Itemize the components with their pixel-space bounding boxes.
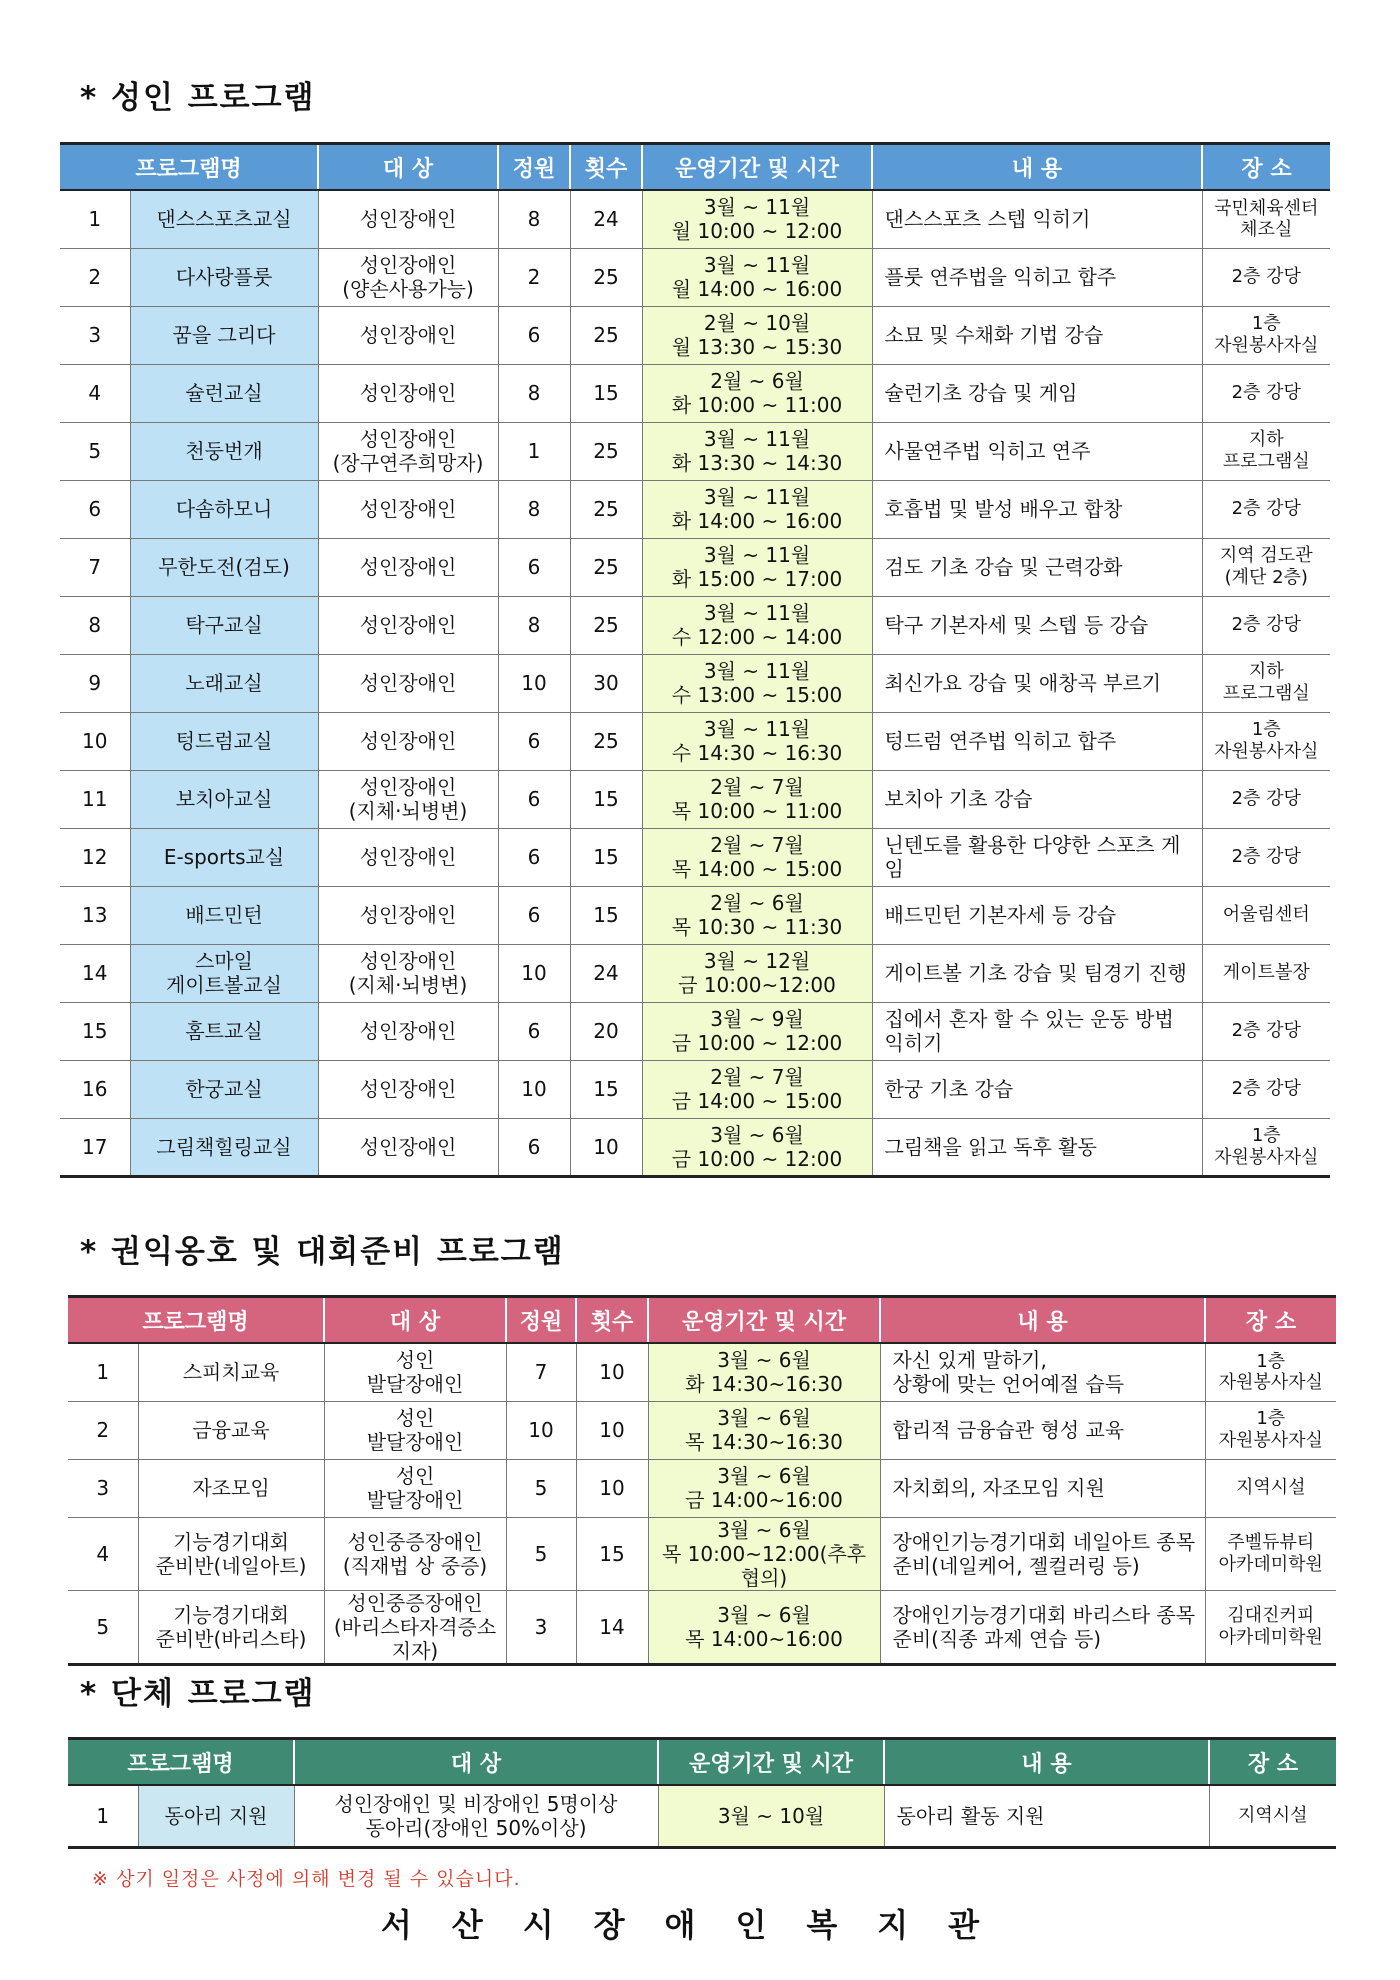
row-number: 15: [60, 1002, 130, 1060]
header-content: 내 용: [872, 144, 1202, 191]
adult-table-header: [60, 144, 1330, 191]
table-row: [60, 654, 1330, 712]
row-number: 10: [60, 712, 130, 770]
content-cell: 슐런기초 강습 및 게임: [872, 364, 1202, 422]
table-row: [68, 1343, 1336, 1401]
count-cell: 30: [570, 654, 642, 712]
row-number: 14: [60, 944, 130, 1002]
header-period: 운영기간 및 시간: [648, 1297, 880, 1344]
target-cell: 성인장애인: [318, 364, 498, 422]
program-name: E-sports교실: [130, 828, 318, 886]
row-number: 8: [60, 596, 130, 654]
count-cell: 25: [570, 596, 642, 654]
row-number: 3: [68, 1459, 138, 1517]
count-cell: 15: [570, 364, 642, 422]
period-cell: 3월 ~ 11월 수 14:30 ~ 16:30: [642, 712, 872, 770]
period-cell: 3월 ~ 11월 수 13:00 ~ 15:00: [642, 654, 872, 712]
program-name: 텅드럼교실: [130, 712, 318, 770]
target-cell: 성인장애인: [318, 654, 498, 712]
content-cell: 그림책을 읽고 독후 활동: [872, 1118, 1202, 1176]
count-cell: 14: [576, 1590, 648, 1664]
program-name: 꿈을 그리다: [130, 306, 318, 364]
row-number: 16: [60, 1060, 130, 1118]
count-cell: 20: [570, 1002, 642, 1060]
content-cell: 댄스스포츠 스텝 익히기: [872, 190, 1202, 248]
header-period: 운영기간 및 시간: [642, 144, 872, 191]
count-cell: 24: [570, 190, 642, 248]
program-name: 홈트교실: [130, 1002, 318, 1060]
table-row: [60, 712, 1330, 770]
capacity-cell: 1: [498, 422, 570, 480]
period-cell: 3월 ~ 6월 목 10:00~12:00(추후협의): [648, 1517, 880, 1590]
period-cell: 3월 ~ 9월 금 10:00 ~ 12:00: [642, 1002, 872, 1060]
row-number: 11: [60, 770, 130, 828]
row-number: 17: [82, 1134, 108, 1159]
period-cell: 3월 ~ 12월 금 10:00~12:00: [642, 944, 872, 1002]
target-cell: 성인중증장애인 (바리스타자격증소지자): [324, 1590, 506, 1664]
program-name: 무한도전(검도): [130, 538, 318, 596]
target-cell: 성인 발달장애인: [324, 1401, 506, 1459]
period-cell: 2월 ~ 6월 화 10:00 ~ 11:00: [642, 364, 872, 422]
period-cell: 3월 ~ 10월: [658, 1785, 884, 1847]
row-number: 2: [68, 1401, 138, 1459]
place-cell: 1층 자원봉사자실: [1202, 306, 1330, 364]
content-cell: 게이트볼 기초 강습 및 팀경기 진행: [872, 944, 1202, 1002]
place-cell: 2층 강당: [1202, 480, 1330, 538]
period-cell: 3월 ~ 6월 목 14:00~16:00: [648, 1590, 880, 1664]
content-cell: 동아리 활동 지원: [884, 1785, 1209, 1847]
program-name: 다솜하모니: [130, 480, 318, 538]
rights-section-title: * 권익옹호 및 대회준비 프로그램: [80, 1234, 565, 1270]
content-cell: 텅드럼 연주법 익히고 합주: [872, 712, 1202, 770]
count-cell: 25: [570, 538, 642, 596]
header-period: 운영기간 및 시간: [658, 1739, 884, 1786]
target-cell: 성인장애인 (지체·뇌병변): [318, 944, 498, 1002]
target-cell: 성인중증장애인 (직재법 상 중증): [324, 1517, 506, 1590]
table-row: [60, 1118, 1330, 1176]
place-cell: 2층 강당: [1202, 1060, 1330, 1118]
schedule-change-notice: ※ 상기 일정은 사정에 의해 변경 될 수 있습니다.: [92, 1868, 521, 1890]
program-name: 배드민턴: [130, 886, 318, 944]
adult-program-table: [60, 142, 1330, 1178]
content-cell: 보치아 기초 강습: [872, 770, 1202, 828]
period-cell: 3월 ~ 6월 목 14:30~16:30: [648, 1401, 880, 1459]
table-row: [68, 1517, 1336, 1590]
table-row: [60, 306, 1330, 364]
place-cell: 2층 강당: [1202, 770, 1330, 828]
place-cell: 지하 프로그램실: [1202, 654, 1330, 712]
table-row: [60, 886, 1330, 944]
count-cell: 25: [570, 422, 642, 480]
period-cell: 2월 ~ 7월 금 14:00 ~ 15:00: [642, 1060, 872, 1118]
row-number: 4: [60, 364, 130, 422]
table-row: [60, 364, 1330, 422]
count-cell: 15: [570, 828, 642, 886]
place-cell: 2층 강당: [1202, 364, 1330, 422]
capacity-cell: 6: [498, 886, 570, 944]
table-row: [60, 770, 1330, 828]
place-cell: 지역시설: [1209, 1785, 1336, 1847]
content-cell: 사물연주법 익히고 연주: [872, 422, 1202, 480]
target-cell: 성인장애인: [318, 712, 498, 770]
header-program-name: 프로그램명: [60, 144, 318, 191]
capacity-cell: 3: [506, 1590, 576, 1664]
program-name: 한궁교실: [130, 1060, 318, 1118]
program-name: 댄스스포츠교실: [130, 190, 318, 248]
table-row: [60, 422, 1330, 480]
row-number: 1: [96, 1803, 110, 1828]
place-cell: 1층 자원봉사자실: [1202, 712, 1330, 770]
program-name: 자조모임: [138, 1459, 324, 1517]
place-cell: 2층 강당: [1202, 248, 1330, 306]
capacity-cell: 2: [498, 248, 570, 306]
table-row: [60, 248, 1330, 306]
organization-name: 서산시장애인복지관: [380, 1906, 1020, 1944]
target-cell: 성인장애인: [318, 1118, 498, 1176]
target-cell: 성인장애인 (장구연주희망자): [318, 422, 498, 480]
capacity-cell: 6: [498, 538, 570, 596]
row-number: 4: [68, 1517, 138, 1590]
place-cell: 주벨듀뷰티 아카데미학원: [1205, 1517, 1336, 1590]
period-cell: 3월 ~ 11월 화 13:30 ~ 14:30: [642, 422, 872, 480]
target-cell: 성인장애인 (지체·뇌병변): [318, 770, 498, 828]
program-name: 천둥번개: [130, 422, 318, 480]
row-number: 13: [60, 886, 130, 944]
period-cell: 3월 ~ 11월 월 14:00 ~ 16:00: [642, 248, 872, 306]
table-row: [68, 1785, 1336, 1847]
period-cell: 3월 ~ 11월 화 15:00 ~ 17:00: [642, 538, 872, 596]
table-row: [68, 1459, 1336, 1517]
row-number: 1: [60, 190, 130, 248]
content-cell: 최신가요 강습 및 애창곡 부르기: [872, 654, 1202, 712]
content-cell: 검도 기초 강습 및 근력강화: [872, 538, 1202, 596]
target-cell: 성인 발달장애인: [324, 1343, 506, 1401]
header-program-name: 프로그램명: [68, 1739, 294, 1786]
capacity-cell: 8: [498, 480, 570, 538]
row-number: 3: [60, 306, 130, 364]
period-cell: 3월 ~ 11월 월 10:00 ~ 12:00: [642, 190, 872, 248]
group-table-header: [68, 1739, 1336, 1786]
content-cell: 소묘 및 수채화 기법 강습: [872, 306, 1202, 364]
rights-program-table: [68, 1295, 1336, 1666]
table-row: [60, 1002, 1330, 1060]
target-cell: 성인장애인: [318, 596, 498, 654]
capacity-cell: 6: [498, 770, 570, 828]
header-place: 장 소: [1209, 1739, 1336, 1786]
content-cell: 장애인기능경기대회 네일아트 종목 준비(네일케어, 젤컬러링 등): [880, 1517, 1205, 1590]
table-row: [60, 538, 1330, 596]
capacity-cell: 8: [498, 190, 570, 248]
capacity-cell: 6: [498, 1118, 570, 1176]
place-cell: 1층 자원봉사자실: [1205, 1343, 1336, 1401]
header-capacity: 정원: [498, 144, 570, 191]
period-cell: 2월 ~ 10월 월 13:30 ~ 15:30: [642, 306, 872, 364]
count-cell: 10: [576, 1401, 648, 1459]
capacity-cell: 10: [498, 654, 570, 712]
content-cell: 한궁 기초 강습: [872, 1060, 1202, 1118]
target-cell: 성인장애인: [318, 886, 498, 944]
header-place: 장 소: [1202, 144, 1330, 191]
period-cell: 3월 ~ 11월 수 12:00 ~ 14:00: [642, 596, 872, 654]
table-row: [60, 596, 1330, 654]
row-number: 6: [60, 480, 130, 538]
table-row: [60, 480, 1330, 538]
content-cell: 닌텐도를 활용한 다양한 스포츠 게임: [872, 828, 1202, 886]
rights-table-header: [68, 1297, 1336, 1344]
header-count: 횟수: [576, 1297, 648, 1344]
count-cell: 15: [570, 886, 642, 944]
table-row: [60, 190, 1330, 248]
row-number: 12: [60, 828, 130, 886]
capacity-cell: 10: [506, 1401, 576, 1459]
header-content: 내 용: [884, 1739, 1209, 1786]
count-cell: 10: [570, 1118, 642, 1176]
program-name: 스피치교육: [138, 1343, 324, 1401]
content-cell: 합리적 금융습관 형성 교육: [880, 1401, 1205, 1459]
table-row: [68, 1401, 1336, 1459]
target-cell: 성인장애인: [318, 190, 498, 248]
row-number: 9: [60, 654, 130, 712]
capacity-cell: 6: [498, 306, 570, 364]
program-name: 슐런교실: [130, 364, 318, 422]
program-name: 기능경기대회 준비반(바리스타): [138, 1590, 324, 1664]
place-cell: 지역 검도관 (계단 2층): [1202, 538, 1330, 596]
count-cell: 10: [576, 1459, 648, 1517]
period-cell: 3월 ~ 11월 화 14:00 ~ 16:00: [642, 480, 872, 538]
place-cell: 2층 강당: [1202, 828, 1330, 886]
program-name: 기능경기대회 준비반(네일아트): [138, 1517, 324, 1590]
content-cell: 플룻 연주법을 익히고 합주: [872, 248, 1202, 306]
place-cell: 1층 자원봉사자실: [1202, 1118, 1330, 1176]
content-cell: 집에서 혼자 할 수 있는 운동 방법 익히기: [872, 1002, 1202, 1060]
table-row: [60, 828, 1330, 886]
place-cell: 2층 강당: [1202, 1002, 1330, 1060]
target-cell: 성인장애인: [318, 480, 498, 538]
header-count: 횟수: [570, 144, 642, 191]
period-cell: 2월 ~ 6월 목 10:30 ~ 11:30: [642, 886, 872, 944]
target-cell: 성인장애인: [318, 1002, 498, 1060]
header-target: 대 상: [324, 1297, 506, 1344]
target-cell: 성인장애인: [318, 828, 498, 886]
period-cell: 2월 ~ 7월 목 10:00 ~ 11:00: [642, 770, 872, 828]
program-name: 보치아교실: [130, 770, 318, 828]
program-name: 동아리 지원: [138, 1785, 294, 1847]
target-cell: 성인장애인: [318, 306, 498, 364]
count-cell: 25: [570, 306, 642, 364]
target-cell: 성인장애인 및 비장애인 5명이상 동아리(장애인 50%이상): [294, 1785, 658, 1847]
period-cell: 2월 ~ 7월 목 14:00 ~ 15:00: [642, 828, 872, 886]
program-name: 금융교육: [138, 1401, 324, 1459]
content-cell: 자치회의, 자조모임 지원: [880, 1459, 1205, 1517]
place-cell: 2층 강당: [1202, 596, 1330, 654]
header-program-name: 프로그램명: [68, 1297, 324, 1344]
row-number: 1: [68, 1343, 138, 1401]
program-name: 다사랑플룻: [130, 248, 318, 306]
capacity-cell: 8: [498, 596, 570, 654]
header-capacity: 정원: [506, 1297, 576, 1344]
header-target: 대 상: [318, 144, 498, 191]
place-cell: 지역시설: [1205, 1459, 1336, 1517]
target-cell: 성인장애인: [318, 538, 498, 596]
header-target: 대 상: [294, 1739, 658, 1786]
table-row: [60, 1060, 1330, 1118]
capacity-cell: 6: [498, 828, 570, 886]
capacity-cell: 6: [498, 712, 570, 770]
capacity-cell: 6: [498, 1002, 570, 1060]
content-cell: 자신 있게 말하기, 상황에 맞는 언어예절 습득: [880, 1343, 1205, 1401]
capacity-cell: 5: [506, 1517, 576, 1590]
table-row: [60, 944, 1330, 1002]
row-number: 5: [96, 1614, 110, 1639]
place-cell: 국민체육센터 체조실: [1202, 190, 1330, 248]
count-cell: 25: [570, 712, 642, 770]
place-cell: 게이트볼장: [1202, 944, 1330, 1002]
program-name: 스마일 게이트볼교실: [130, 944, 318, 1002]
place-cell: 김대진커피 아카데미학원: [1205, 1590, 1336, 1664]
group-program-table: [68, 1737, 1336, 1849]
program-name: 그림책힐링교실: [130, 1118, 318, 1176]
row-number: 2: [60, 248, 130, 306]
target-cell: 성인 발달장애인: [324, 1459, 506, 1517]
count-cell: 10: [576, 1343, 648, 1401]
capacity-cell: 7: [506, 1343, 576, 1401]
place-cell: 1층 자원봉사자실: [1205, 1401, 1336, 1459]
program-name: 노래교실: [130, 654, 318, 712]
capacity-cell: 10: [498, 944, 570, 1002]
row-number: 7: [60, 538, 130, 596]
content-cell: 장애인기능경기대회 바리스타 종목 준비(직종 과제 연습 등): [880, 1590, 1205, 1664]
count-cell: 15: [570, 1060, 642, 1118]
content-cell: 탁구 기본자세 및 스텝 등 강습: [872, 596, 1202, 654]
period-cell: 3월 ~ 6월 화 14:30~16:30: [648, 1343, 880, 1401]
count-cell: 25: [570, 480, 642, 538]
content-cell: 배드민턴 기본자세 등 강습: [872, 886, 1202, 944]
target-cell: 성인장애인 (양손사용가능): [318, 248, 498, 306]
count-cell: 15: [576, 1517, 648, 1590]
header-place: 장 소: [1205, 1297, 1336, 1344]
period-cell: 3월 ~ 6월 금 10:00 ~ 12:00: [642, 1118, 872, 1176]
row-number: 5: [60, 422, 130, 480]
header-content: 내 용: [880, 1297, 1205, 1344]
count-cell: 25: [570, 248, 642, 306]
adult-section-title: * 성인 프로그램: [80, 80, 316, 116]
period-cell: 3월 ~ 6월 금 14:00~16:00: [648, 1459, 880, 1517]
capacity-cell: 8: [498, 364, 570, 422]
program-name: 탁구교실: [130, 596, 318, 654]
target-cell: 성인장애인: [318, 1060, 498, 1118]
place-cell: 어울림센터: [1202, 886, 1330, 944]
count-cell: 15: [570, 770, 642, 828]
place-cell: 지하 프로그램실: [1202, 422, 1330, 480]
count-cell: 24: [570, 944, 642, 1002]
content-cell: 호흡법 및 발성 배우고 합창: [872, 480, 1202, 538]
capacity-cell: 10: [498, 1060, 570, 1118]
group-section-title: * 단체 프로그램: [80, 1676, 316, 1712]
table-row: [68, 1590, 1336, 1664]
capacity-cell: 5: [506, 1459, 576, 1517]
